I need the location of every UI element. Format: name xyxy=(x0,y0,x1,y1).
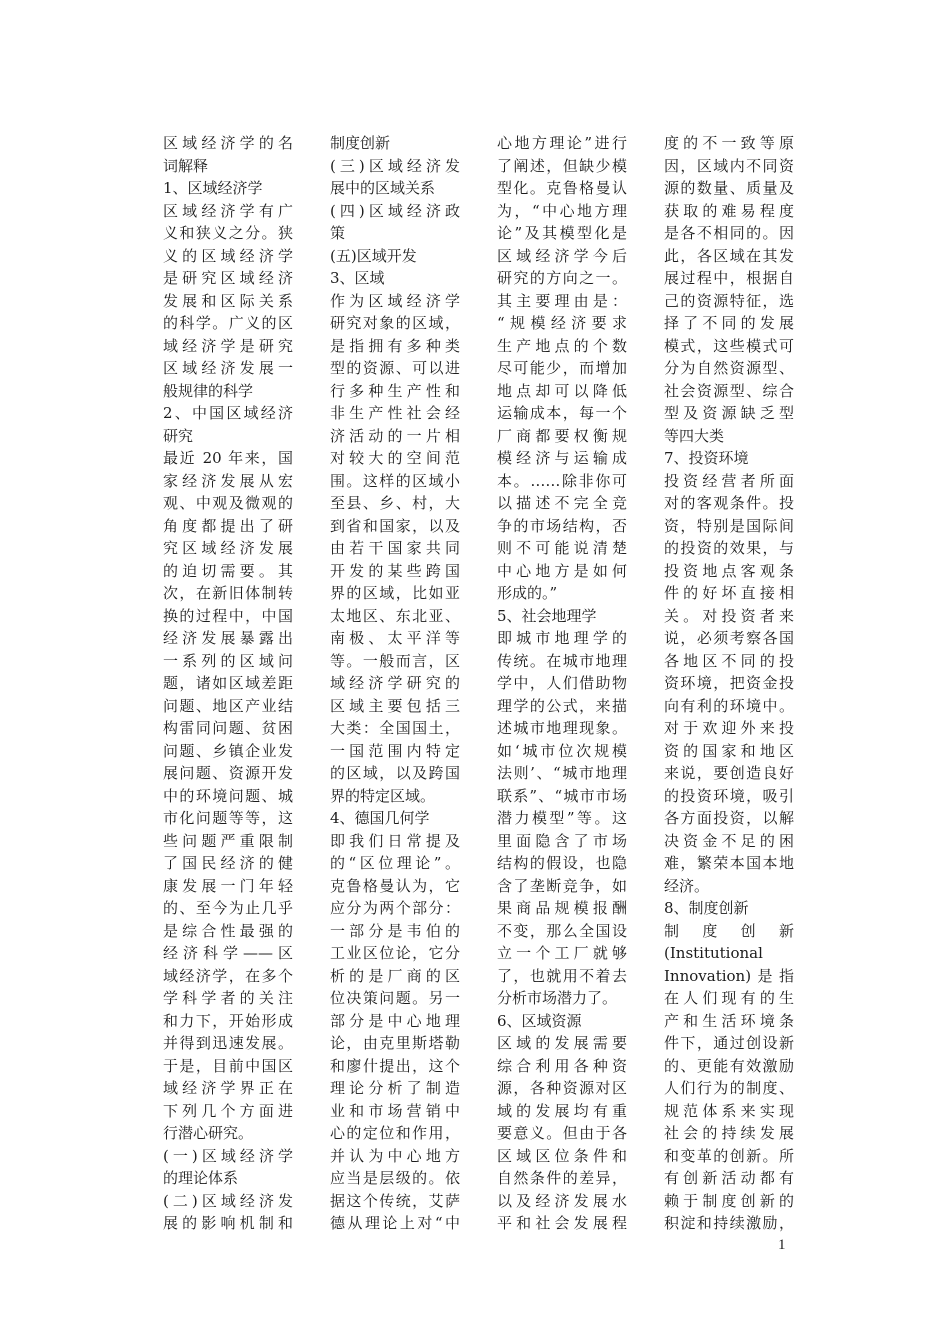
text-line: 心的定位和作用， xyxy=(330,1124,460,1142)
text-line: 一系列的区域问 xyxy=(163,651,293,670)
text-line: 各地区不同的投 xyxy=(664,651,794,670)
text-line: 立一个工厂就够 xyxy=(497,944,627,962)
text-line: 位决策问题。另一 xyxy=(330,989,460,1007)
text-line: 是各不相同的。因 xyxy=(664,224,794,242)
text-line: 词解释 xyxy=(163,156,209,175)
text-line: 分为自然资源型、 xyxy=(664,359,794,377)
paragraph xyxy=(330,830,460,1235)
text-line: 模式，这些模式可 xyxy=(664,336,794,355)
text-line: 一部分是韦伯的 xyxy=(330,921,460,940)
text-line: 下列几个方面进 xyxy=(163,1101,293,1120)
text-line: 法则’、“城市地理 xyxy=(497,764,627,782)
text-line: 制度创新 xyxy=(330,134,391,152)
text-line: 区域经济发展一 xyxy=(163,359,293,377)
text-line: 此，各区域在其发 xyxy=(664,246,794,265)
text-line: 结构的假设，也隐 xyxy=(497,854,627,872)
paragraph xyxy=(497,605,627,628)
text-line: 运输成本，每一个 xyxy=(497,404,627,422)
text-line: 论”及其模型化是 xyxy=(497,224,627,242)
text-line: 5、社会地理学 xyxy=(497,606,597,625)
paragraph xyxy=(497,1032,627,1235)
text-line: 积淀和持续激励， xyxy=(664,1214,794,1232)
text-line: 和力下，开始形成 xyxy=(163,1011,293,1030)
text-line: 要意义。但由于各 xyxy=(497,1124,627,1142)
text-line: 区域经济学有广 xyxy=(163,201,293,220)
text-line: 的投资的效果，与 xyxy=(664,539,794,557)
text-line: 域经济学是研究 xyxy=(163,336,293,355)
text-line: 社会的持续发展 xyxy=(664,1124,794,1142)
text-line: 的、至今为止几乎 xyxy=(163,899,293,917)
text-line: 是研究区域经济 xyxy=(163,269,293,287)
text-line: 应分为两个部分： xyxy=(330,899,460,917)
text-line: 社会资源型、综合 xyxy=(664,381,794,400)
text-line: 经济科学——区 xyxy=(163,944,293,962)
text-line: 不变，那么全国设 xyxy=(497,921,627,940)
text-line: 究区域经济发展 xyxy=(163,539,293,557)
paragraph xyxy=(330,245,460,268)
text-line: (四)区域经济政 xyxy=(330,201,460,220)
text-line: 潜力模型”等。这 xyxy=(497,809,627,827)
text-line: 问题、乡镇企业发 xyxy=(163,741,293,760)
text-line: 模经济与运输成 xyxy=(497,449,627,467)
text-line: 型及资源缺乏型 xyxy=(664,404,794,422)
text-column-2 xyxy=(330,132,460,1235)
text-line: 学科学者的关注 xyxy=(163,989,293,1007)
text-line: 的“区位理论”。 xyxy=(330,854,460,872)
text-line: 厂商都要权衡规 xyxy=(497,426,627,445)
text-line: 资，特别是国际间 xyxy=(664,516,794,535)
text-line: 研究 xyxy=(163,426,194,445)
text-line: 对于欢迎外来投 xyxy=(664,719,794,737)
text-line: 工业区位论，它分 xyxy=(330,944,460,962)
text-line: 件的好坏直接相 xyxy=(664,584,794,602)
text-line: 的科学。广义的区 xyxy=(163,314,293,332)
text-line: 学中，人们借助物 xyxy=(497,674,627,692)
paragraph xyxy=(664,470,794,898)
text-line: 区域经济学今后 xyxy=(497,246,627,265)
paragraph xyxy=(330,200,460,245)
text-line: 发展和区际关系 xyxy=(163,291,293,310)
text-line: 最近 20 年来，国 xyxy=(163,449,293,467)
text-line: 德从理论上对“中 xyxy=(330,1214,460,1232)
text-line: 为，“中心地方理 xyxy=(497,201,627,220)
text-line: 向有利的环境中。 xyxy=(664,696,794,715)
text-line: 则不可能说清楚 xyxy=(497,539,627,557)
paragraph xyxy=(330,155,460,200)
text-line: 决资金不足的困 xyxy=(664,831,794,850)
text-line: 和变革的创新。所 xyxy=(664,1146,794,1165)
text-line: 因，区域内不同资 xyxy=(664,156,794,175)
text-line: (三)区域经济发 xyxy=(330,156,460,175)
text-line: 析的是厂商的区 xyxy=(330,966,460,985)
text-line: 部分是中心地理 xyxy=(330,1011,460,1030)
text-line: 己的资源特征，选 xyxy=(664,291,794,310)
text-line: 区域区位条件和 xyxy=(497,1146,627,1165)
text-line: 行多种生产性和 xyxy=(330,381,460,400)
text-line: 型化。克鲁格曼认 xyxy=(497,179,627,197)
text-line: (五)区域开发 xyxy=(330,246,417,265)
text-line: 的迫切需要。其 xyxy=(163,561,293,580)
text-line: 并认为中心地方 xyxy=(330,1146,460,1165)
text-line: 构雷同问题、贫困 xyxy=(163,719,293,737)
text-line: 经济发展暴露出 xyxy=(163,629,293,647)
text-line: 于是，目前中国区 xyxy=(163,1056,293,1075)
text-line: 对的客观条件。投 xyxy=(664,494,794,512)
text-line: 问题、地区产业结 xyxy=(163,696,293,715)
text-line: 其主要理由是： xyxy=(497,291,627,310)
text-line: 6、区域资源 xyxy=(497,1011,582,1030)
text-line: 传统。在城市地理 xyxy=(497,651,627,670)
text-line: (Institutional xyxy=(664,944,763,962)
text-line: 次，在新旧体制转 xyxy=(163,584,293,602)
paragraph xyxy=(664,920,794,1235)
text-line: 1、区域经济学 xyxy=(163,179,263,197)
text-line: 获取的难易程度 xyxy=(664,201,794,220)
text-line: 人们行为的制度、 xyxy=(664,1079,794,1097)
text-line: 策 xyxy=(330,224,346,242)
text-line: 的投资环境，吸引 xyxy=(664,786,794,805)
paragraph xyxy=(497,132,627,605)
text-line: 些问题严重限制 xyxy=(163,831,293,850)
text-line: 域经济学，在多个 xyxy=(163,966,293,985)
text-line: 资环境，把资金投 xyxy=(664,674,794,692)
text-line: 源的数量、质量及 xyxy=(664,179,794,197)
text-line: 3、区域 xyxy=(330,269,385,287)
page-number: 1 xyxy=(778,1237,786,1253)
text-line: 开发的某些跨国 xyxy=(330,561,460,580)
text-line: 2、中国区域经济 xyxy=(163,404,293,422)
text-line: 展问题、资源开发 xyxy=(163,764,293,782)
text-line: 观、中观及微观的 xyxy=(163,494,293,512)
text-line: 大类：全国国土， xyxy=(330,719,460,737)
text-column-1 xyxy=(163,132,293,1235)
text-line: 有创新活动都有 xyxy=(664,1169,794,1187)
text-line: 说，必须考察各国 xyxy=(664,629,794,647)
text-line: 的理论体系 xyxy=(163,1169,239,1187)
text-line: 对较大的空间范 xyxy=(330,449,460,467)
text-line: 关。对投资者来 xyxy=(664,606,794,625)
paragraph xyxy=(497,627,627,1010)
paragraph xyxy=(163,177,293,200)
paragraph xyxy=(163,1145,293,1190)
text-line: 围。这样的区域小 xyxy=(330,471,460,490)
text-line: 非生产性社会经 xyxy=(330,404,460,422)
paragraph xyxy=(330,132,460,155)
text-line: 行潜心研究。 xyxy=(163,1124,254,1142)
text-line: Innovation)是指 xyxy=(664,966,794,985)
text-line: 投资地点客观条 xyxy=(664,561,794,580)
text-line: 等。一般而言，区 xyxy=(330,651,460,670)
text-line: 由若干国家共同 xyxy=(330,539,460,557)
text-line: 分析市场潜力了。 xyxy=(497,989,618,1007)
text-line: 联系”、“城市市场 xyxy=(497,786,627,805)
text-line: 界的特定区域。 xyxy=(330,786,436,805)
text-line: 展过程中，根据自 xyxy=(664,269,794,287)
paragraph xyxy=(664,447,794,470)
text-line: 域经济学界正在 xyxy=(163,1079,293,1097)
text-line: 理学的公式，来描 xyxy=(497,696,627,715)
text-line: 区域主要包括三 xyxy=(330,696,460,715)
text-line: 了国民经济的健 xyxy=(163,854,293,872)
text-line: 源，各种资源对区 xyxy=(497,1079,627,1097)
text-line: 是综合性最强的 xyxy=(163,921,293,940)
text-line: 生产地点的个数 xyxy=(497,336,627,355)
paragraph xyxy=(664,132,794,447)
text-line: 综合利用各种资 xyxy=(497,1056,627,1075)
text-line: 义的区域经济学 xyxy=(163,246,293,265)
text-line: 换的过程中，中国 xyxy=(163,606,293,625)
text-line: 康发展一门年轻 xyxy=(163,876,293,895)
text-line: 作为区域经济学 xyxy=(330,291,460,310)
text-line: 太地区、东北亚、 xyxy=(330,606,460,625)
text-line: 经济。 xyxy=(664,876,710,895)
text-line: 了阐述，但缺少模 xyxy=(497,156,627,175)
text-line: 中的环境问题、城 xyxy=(163,786,293,805)
text-line: 尽可能少，而增加 xyxy=(497,359,627,377)
text-line: 一国范围内特定 xyxy=(330,741,460,760)
text-line: 述城市地理现象。 xyxy=(497,719,627,737)
text-line: 规范体系来实现 xyxy=(664,1101,794,1120)
text-line: 心地方理论”进行 xyxy=(497,134,627,152)
text-line: 择了不同的发展 xyxy=(664,314,794,332)
text-line: 地点却可以降低 xyxy=(497,381,627,400)
text-line: 件下，通过创设新 xyxy=(664,1034,794,1052)
paragraph xyxy=(163,1190,293,1235)
text-line: 型的资源、可以进 xyxy=(330,359,460,377)
paragraph xyxy=(497,1010,627,1033)
paragraph xyxy=(330,267,460,290)
text-line: 制 度 创 新 xyxy=(664,921,794,940)
text-line: 论，由克里斯塔勒 xyxy=(330,1034,460,1052)
paragraph xyxy=(163,402,293,447)
text-line: 如‘城市位次规模 xyxy=(497,741,627,760)
text-line: 域经济学研究的 xyxy=(330,674,460,692)
text-line: 投资经营者所面 xyxy=(664,471,794,490)
text-line: 即城市地理学的 xyxy=(497,629,627,647)
text-line: 家经济发展从宏 xyxy=(163,471,293,490)
text-line: 本。……除非你可 xyxy=(497,471,627,490)
text-line: 含了垄断竞争，如 xyxy=(497,876,627,895)
text-line: 的区域，以及跨国 xyxy=(330,764,460,782)
text-line: 是指拥有多种类 xyxy=(330,336,460,355)
text-line: 度的不一致等原 xyxy=(664,134,794,152)
text-line: 难，繁荣本国本地 xyxy=(664,854,794,872)
text-line: “规模经济要求 xyxy=(497,314,627,332)
paragraph xyxy=(664,897,794,920)
text-line: 产和生活环境条 xyxy=(664,1011,794,1030)
text-line: (二)区域经济发 xyxy=(163,1191,293,1210)
text-line: 的、更能有效激励 xyxy=(664,1056,794,1075)
text-line: 资的国家和地区 xyxy=(664,741,794,760)
text-column-3 xyxy=(497,132,627,1235)
text-line: 般规律的科学 xyxy=(163,381,254,400)
text-line: 界的区域，比如亚 xyxy=(330,584,460,602)
text-line: 南极、太平洋等 xyxy=(330,629,460,647)
text-line: 应当是层级的。依 xyxy=(330,1169,460,1187)
text-line: 和廖什提出，这个 xyxy=(330,1056,460,1075)
text-line: 济活动的一片相 xyxy=(330,426,460,445)
text-line: 域的发展均有重 xyxy=(497,1101,627,1120)
text-line: 理论分析了制造 xyxy=(330,1079,460,1097)
text-column-4 xyxy=(664,132,794,1235)
text-line: 角度都提出了研 xyxy=(163,516,293,535)
text-line: 区域的发展需要 xyxy=(497,1034,627,1052)
text-line: 至县、乡、村，大 xyxy=(330,494,460,512)
text-line: 争的市场结构，否 xyxy=(497,516,627,535)
text-line: 到省和国家，以及 xyxy=(330,516,460,535)
text-line: 自然条件的差异， xyxy=(497,1169,627,1187)
text-line: 等四大类 xyxy=(664,426,725,445)
text-line: 展中的区域关系 xyxy=(330,179,436,197)
text-line: 4、德国几何学 xyxy=(330,809,430,827)
text-line: 义和狭义之分。狭 xyxy=(163,224,293,242)
text-line: 据这个传统，艾萨 xyxy=(330,1191,460,1210)
paragraph xyxy=(330,290,460,808)
text-line: 即我们日常提及 xyxy=(330,831,460,850)
text-line: 市化问题等等，这 xyxy=(163,809,293,827)
paragraph xyxy=(163,447,293,1145)
text-line: 各方面投资，以解 xyxy=(664,809,794,827)
text-line: 展的影响机制和 xyxy=(163,1214,293,1232)
text-line: 以及经济发展水 xyxy=(497,1191,627,1210)
text-line: 赖于制度创新的 xyxy=(664,1191,794,1210)
paragraph xyxy=(330,807,460,830)
text-line: 来说，要创造良好 xyxy=(664,764,794,782)
text-line: 8、制度创新 xyxy=(664,899,749,917)
text-line: 克鲁格曼认为，它 xyxy=(330,876,460,895)
text-line: 了，也就用不着去 xyxy=(497,966,627,985)
text-line: 研究的方向之一。 xyxy=(497,269,627,287)
text-line: 里面隐含了市场 xyxy=(497,831,627,850)
text-line: 业和市场营销中 xyxy=(330,1101,460,1120)
text-line: 形成的。” xyxy=(497,584,558,602)
text-line: 并得到迅速发展。 xyxy=(163,1034,293,1052)
paragraph xyxy=(163,200,293,403)
text-line: (一)区域经济学 xyxy=(163,1146,293,1165)
paragraph xyxy=(163,132,293,177)
text-line: 平和社会发展程 xyxy=(497,1214,627,1232)
text-line: 在人们现有的生 xyxy=(664,989,794,1007)
text-line: 研究对象的区域， xyxy=(330,314,460,332)
text-line: 以描述不完全竞 xyxy=(497,494,627,512)
text-line: 果商品规模报酬 xyxy=(497,899,627,917)
text-line: 题，诸如区域差距 xyxy=(163,674,293,692)
text-line: 中心地方是如何 xyxy=(497,561,627,580)
text-line: 7、投资环境 xyxy=(664,449,749,467)
text-line: 区域经济学的名 xyxy=(163,134,293,152)
